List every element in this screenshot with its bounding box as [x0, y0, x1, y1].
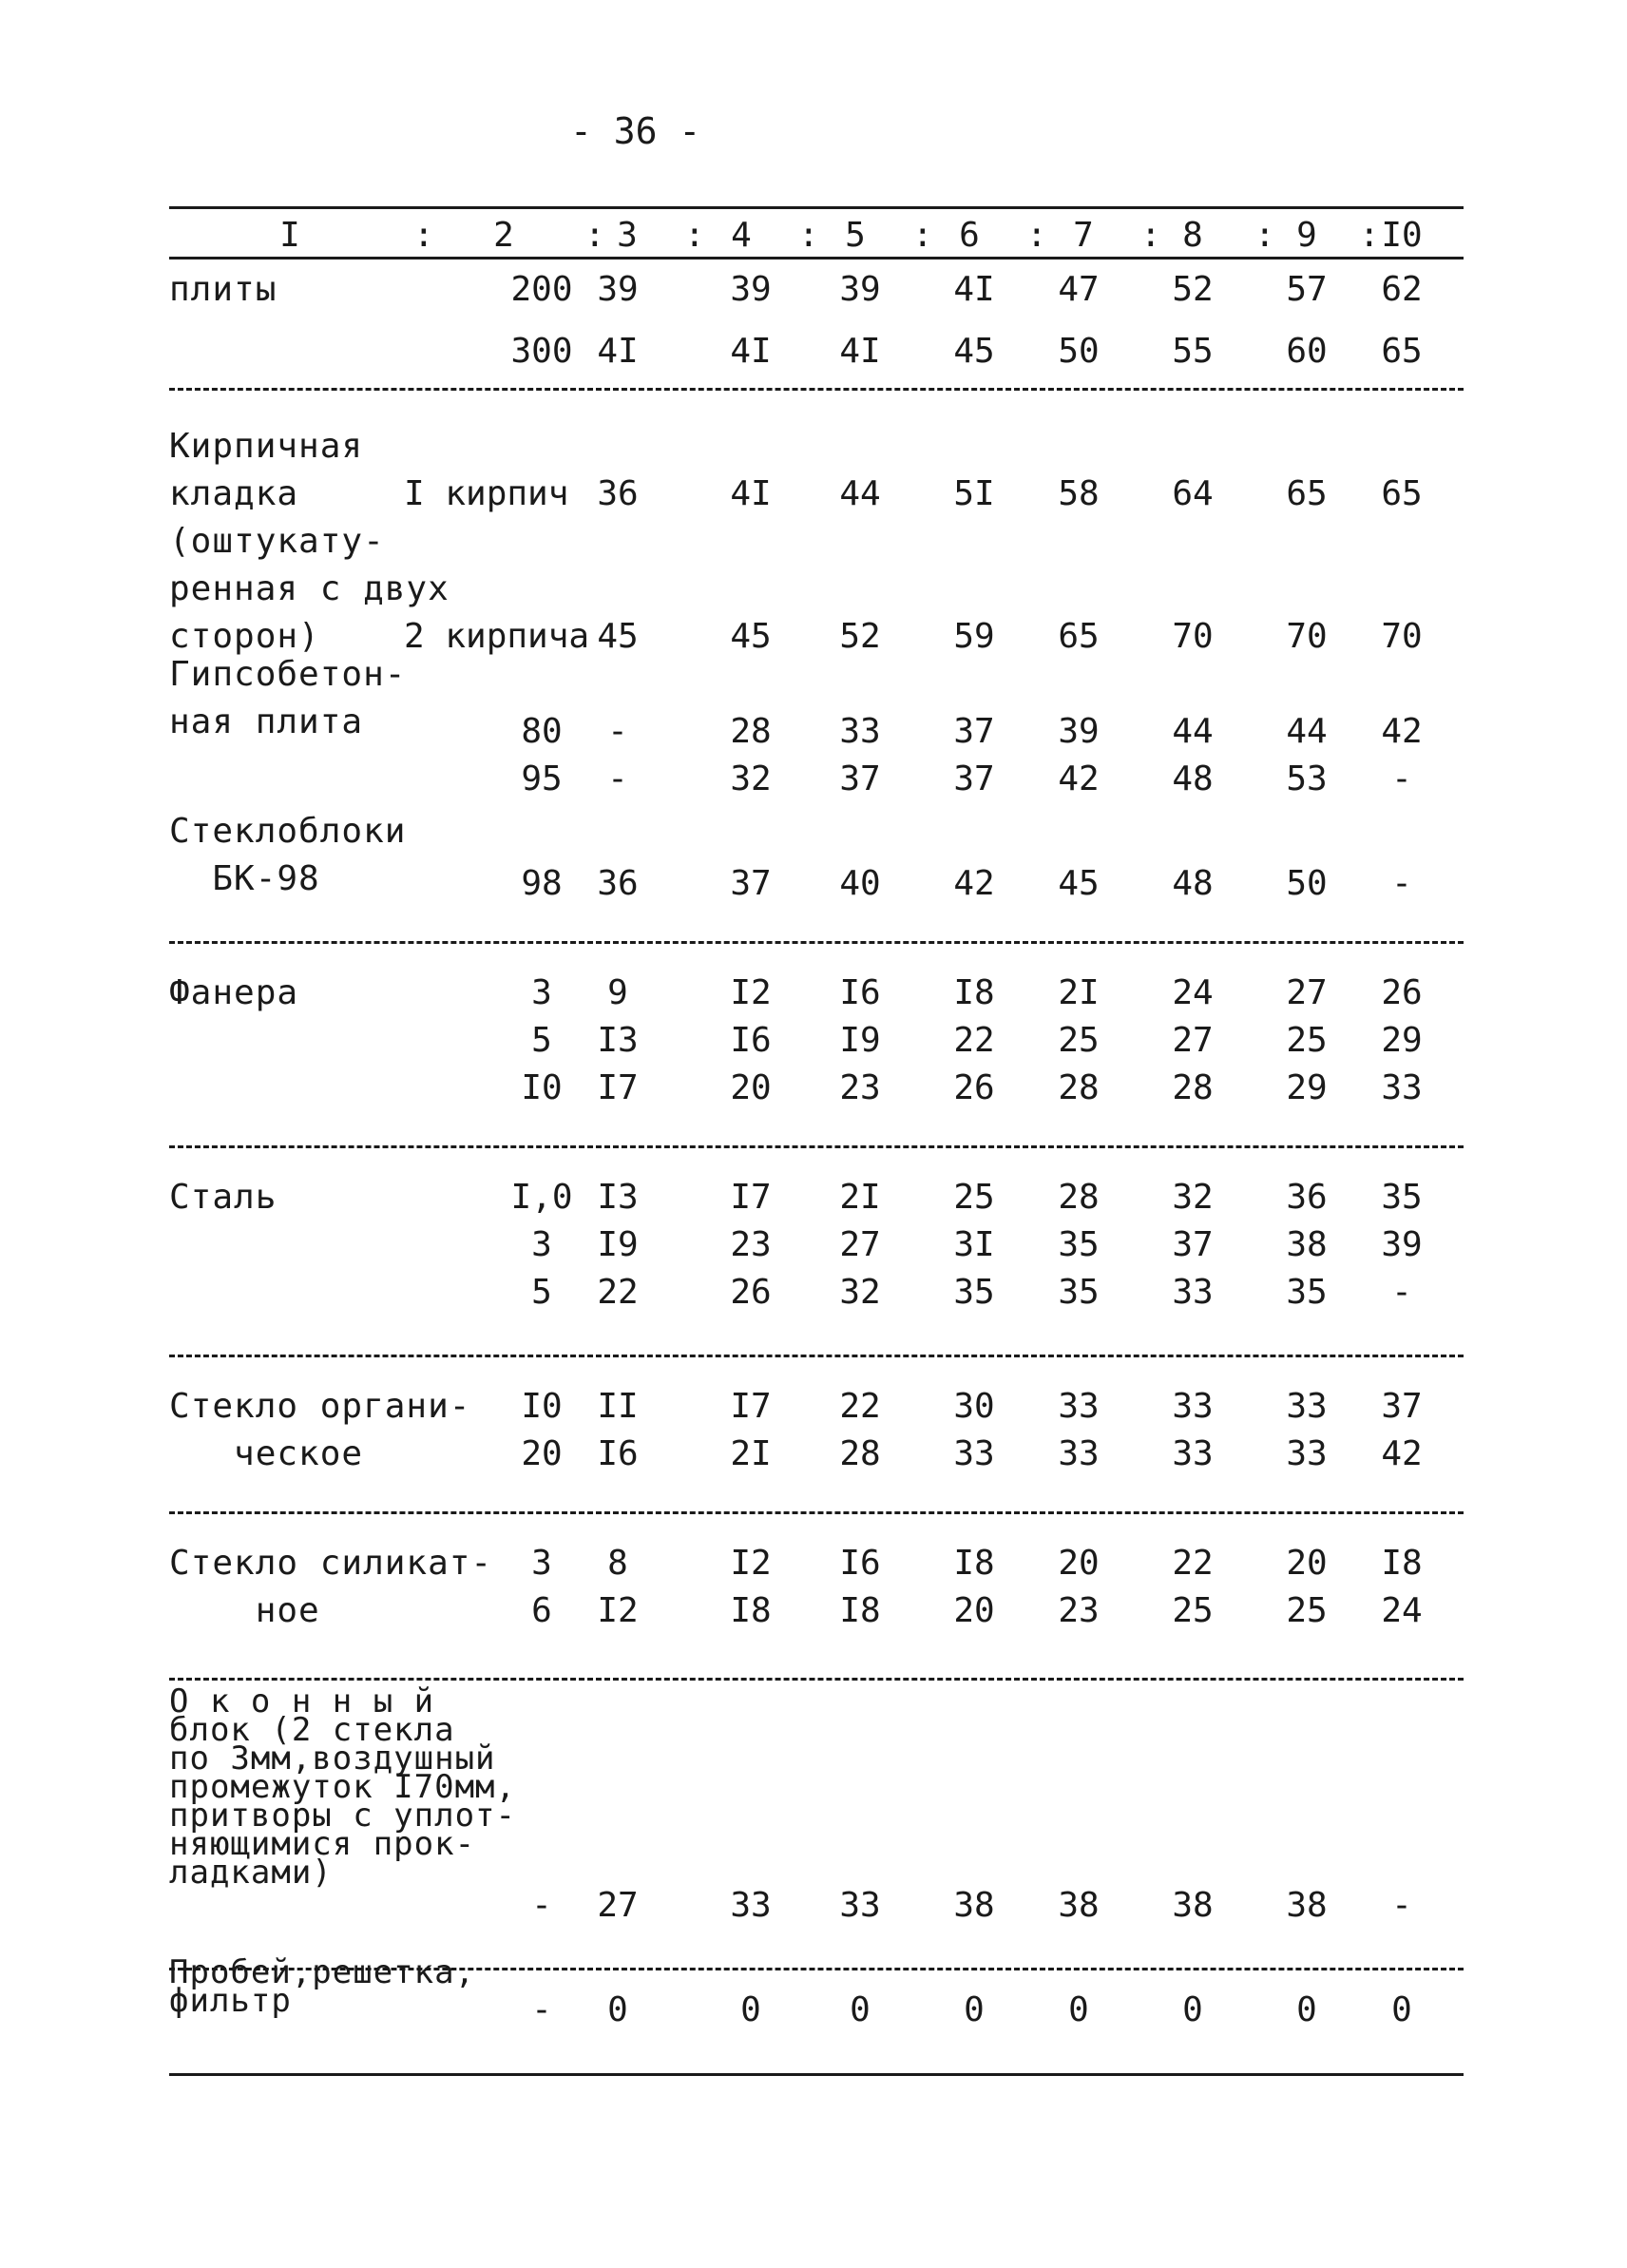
header-separator: :	[584, 216, 605, 255]
value-cell: 27	[1286, 973, 1328, 1012]
material-label: Сталь	[169, 1178, 278, 1217]
value-cell: 70	[1381, 617, 1423, 656]
value-cell: I8	[730, 1591, 772, 1630]
header-cell: 2	[493, 216, 514, 255]
header-separator: :	[1254, 216, 1275, 255]
value-cell: 48	[1172, 759, 1214, 798]
value-cell: 33	[1058, 1387, 1100, 1426]
value-cell: 2I	[730, 1434, 772, 1473]
value-cell: I6	[839, 1544, 881, 1583]
value-cell: 25	[953, 1178, 995, 1217]
group-divider	[169, 941, 1464, 944]
value-cell: 32	[1172, 1178, 1214, 1217]
header-cell: 7	[1073, 216, 1094, 255]
material-label: плиты	[169, 270, 278, 309]
value-cell: 26	[953, 1068, 995, 1107]
value-cell: 28	[730, 712, 772, 751]
value-cell: 4I	[730, 332, 772, 371]
value-cell: 30	[953, 1387, 995, 1426]
material-label: Стекло органи- ческое	[169, 1387, 471, 1473]
value-cell: 44	[1286, 712, 1328, 751]
value-cell: 28	[1058, 1068, 1100, 1107]
value-cell: 37	[953, 712, 995, 751]
header-separator: :	[413, 216, 434, 255]
value-cell: 38	[1286, 1225, 1328, 1264]
material-label: Кирпичная кладка (оштукату- ренная с двух сторон)	[169, 427, 450, 656]
value-cell: I6	[730, 1021, 772, 1060]
value-cell: 42	[1381, 1434, 1423, 1473]
group-divider	[169, 1678, 1464, 1681]
thickness-cell: 3	[531, 973, 552, 1012]
thickness-cell: 80	[521, 712, 563, 751]
thickness-cell: I,0	[510, 1178, 573, 1217]
value-cell: 0	[607, 1990, 628, 2029]
value-cell: -	[1391, 1273, 1412, 1312]
value-cell: 4I	[953, 270, 995, 309]
value-cell: 27	[839, 1225, 881, 1264]
value-cell: 39	[730, 270, 772, 309]
value-cell: 42	[953, 864, 995, 903]
thickness-cell: 3	[531, 1225, 552, 1264]
value-cell: 35	[1058, 1225, 1100, 1264]
value-cell: 35	[953, 1273, 995, 1312]
value-cell: 33	[730, 1886, 772, 1925]
value-cell: 26	[1381, 973, 1423, 1012]
header-cell: 4	[731, 216, 752, 255]
value-cell: 33	[953, 1434, 995, 1473]
value-cell: I7	[597, 1068, 639, 1107]
value-cell: 40	[839, 864, 881, 903]
value-cell: I3	[597, 1021, 639, 1060]
value-cell: -	[607, 759, 628, 798]
value-cell: 33	[1381, 1068, 1423, 1107]
value-cell: -	[607, 712, 628, 751]
value-cell: 45	[953, 332, 995, 371]
table-bottom-rule	[169, 2073, 1464, 2076]
value-cell: 65	[1058, 617, 1100, 656]
value-cell: 45	[730, 617, 772, 656]
thickness-cell: I кирпич	[404, 474, 569, 513]
value-cell: I8	[953, 1544, 995, 1583]
value-cell: 38	[1172, 1886, 1214, 1925]
value-cell: 33	[839, 712, 881, 751]
header-separator: :	[1359, 216, 1380, 255]
value-cell: 36	[1286, 1178, 1328, 1217]
value-cell: 25	[1286, 1591, 1328, 1630]
value-cell: I2	[730, 1544, 772, 1583]
value-cell: I8	[953, 973, 995, 1012]
value-cell: I6	[839, 973, 881, 1012]
value-cell: 35	[1381, 1178, 1423, 1217]
value-cell: 33	[1172, 1434, 1214, 1473]
value-cell: 37	[1381, 1387, 1423, 1426]
thickness-cell: -	[531, 1990, 552, 2029]
value-cell: 0	[850, 1990, 871, 2029]
header-separator: :	[1026, 216, 1047, 255]
value-cell: 20	[1058, 1544, 1100, 1583]
value-cell: 28	[839, 1434, 881, 1473]
value-cell: 2I	[839, 1178, 881, 1217]
thickness-cell: I0	[521, 1387, 563, 1426]
value-cell: 45	[597, 617, 639, 656]
value-cell: 25	[1172, 1591, 1214, 1630]
value-cell: 57	[1286, 270, 1328, 309]
value-cell: 37	[730, 864, 772, 903]
value-cell: 44	[1172, 712, 1214, 751]
value-cell: 0	[1068, 1990, 1089, 2029]
value-cell: 29	[1286, 1068, 1328, 1107]
value-cell: 65	[1381, 474, 1423, 513]
value-cell: 8	[607, 1544, 628, 1583]
value-cell: 23	[730, 1225, 772, 1264]
table-top-rule	[169, 206, 1464, 209]
thickness-cell: 20	[521, 1434, 563, 1473]
value-cell: I9	[597, 1225, 639, 1264]
value-cell: 25	[1286, 1021, 1328, 1060]
header-separator: :	[1140, 216, 1161, 255]
header-cell: 3	[617, 216, 638, 255]
value-cell: 27	[597, 1886, 639, 1925]
value-cell: 33	[1172, 1273, 1214, 1312]
value-cell: 24	[1381, 1591, 1423, 1630]
value-cell: 39	[839, 270, 881, 309]
thickness-cell: 3	[531, 1544, 552, 1583]
value-cell: 60	[1286, 332, 1328, 371]
value-cell: 0	[1182, 1990, 1203, 2029]
value-cell: 39	[1058, 712, 1100, 751]
value-cell: 44	[839, 474, 881, 513]
value-cell: I7	[730, 1178, 772, 1217]
value-cell: II	[597, 1387, 639, 1426]
value-cell: 0	[964, 1990, 985, 2029]
thickness-cell: 5	[531, 1021, 552, 1060]
value-cell: 48	[1172, 864, 1214, 903]
value-cell: I9	[839, 1021, 881, 1060]
value-cell: 22	[597, 1273, 639, 1312]
thickness-cell: 300	[510, 332, 573, 371]
material-label: Пробей,решетка, фильтр	[169, 1953, 476, 2020]
value-cell: 37	[1172, 1225, 1214, 1264]
thickness-cell: 2 кирпича	[404, 617, 590, 656]
value-cell: 23	[1058, 1591, 1100, 1630]
thickness-cell: 5	[531, 1273, 552, 1312]
value-cell: 58	[1058, 474, 1100, 513]
header-separator: :	[912, 216, 933, 255]
value-cell: 59	[953, 617, 995, 656]
value-cell: 70	[1286, 617, 1328, 656]
value-cell: 23	[839, 1068, 881, 1107]
material-label: Фанера	[169, 973, 299, 1012]
header-cell: I0	[1381, 216, 1423, 255]
value-cell: 26	[730, 1273, 772, 1312]
header-bottom-rule	[169, 257, 1464, 259]
value-cell: 5I	[953, 474, 995, 513]
value-cell: 39	[1381, 1225, 1423, 1264]
group-divider	[169, 1355, 1464, 1357]
value-cell: -	[1391, 864, 1412, 903]
value-cell: 32	[839, 1273, 881, 1312]
value-cell: 64	[1172, 474, 1214, 513]
value-cell: 20	[1286, 1544, 1328, 1583]
value-cell: 47	[1058, 270, 1100, 309]
value-cell: 52	[839, 617, 881, 656]
group-divider	[169, 388, 1464, 391]
value-cell: 29	[1381, 1021, 1423, 1060]
value-cell: 4I	[597, 332, 639, 371]
value-cell: 38	[953, 1886, 995, 1925]
value-cell: 3I	[953, 1225, 995, 1264]
value-cell: 50	[1058, 332, 1100, 371]
value-cell: 62	[1381, 270, 1423, 309]
value-cell: -	[1391, 759, 1412, 798]
value-cell: 70	[1172, 617, 1214, 656]
value-cell: 45	[1058, 864, 1100, 903]
value-cell: 33	[1286, 1434, 1328, 1473]
value-cell: 35	[1058, 1273, 1100, 1312]
value-cell: 36	[597, 864, 639, 903]
value-cell: 37	[953, 759, 995, 798]
value-cell: I8	[839, 1591, 881, 1630]
value-cell: 33	[1058, 1434, 1100, 1473]
group-divider	[169, 1511, 1464, 1514]
value-cell: I8	[1381, 1544, 1423, 1583]
value-cell: 32	[730, 759, 772, 798]
value-cell: 4I	[730, 474, 772, 513]
header-cell: 6	[959, 216, 980, 255]
value-cell: 27	[1172, 1021, 1214, 1060]
header-cell: 5	[845, 216, 866, 255]
value-cell: I2	[730, 973, 772, 1012]
value-cell: 65	[1381, 332, 1423, 371]
thickness-cell: 200	[510, 270, 573, 309]
header-cell: 9	[1296, 216, 1317, 255]
value-cell: 28	[1058, 1178, 1100, 1217]
value-cell: 65	[1286, 474, 1328, 513]
value-cell: 33	[1286, 1387, 1328, 1426]
header-cell: 8	[1182, 216, 1203, 255]
thickness-cell: 6	[531, 1591, 552, 1630]
value-cell: 20	[730, 1068, 772, 1107]
header-cell: I	[279, 216, 300, 255]
value-cell: 20	[953, 1591, 995, 1630]
value-cell: 50	[1286, 864, 1328, 903]
group-divider	[169, 1968, 1464, 1970]
value-cell: 35	[1286, 1273, 1328, 1312]
material-label: Гипсобетон- ная плита	[169, 655, 407, 741]
value-cell: I6	[597, 1434, 639, 1473]
value-cell: 38	[1058, 1886, 1100, 1925]
value-cell: -	[1391, 1886, 1412, 1925]
group-divider	[169, 1145, 1464, 1148]
value-cell: I3	[597, 1178, 639, 1217]
value-cell: 0	[740, 1990, 761, 2029]
value-cell: 42	[1381, 712, 1423, 751]
material-label: О к о н н ы й блок (2 стекла по 3мм,воздушный промежуток I70мм, притворы с уплот- няющимися прок- ладками)	[169, 1682, 516, 1892]
value-cell: I7	[730, 1387, 772, 1426]
thickness-cell: I0	[521, 1068, 563, 1107]
thickness-cell: -	[531, 1886, 552, 1925]
value-cell: 28	[1172, 1068, 1214, 1107]
value-cell: 22	[839, 1387, 881, 1426]
value-cell: 22	[1172, 1544, 1214, 1583]
value-cell: 0	[1391, 1990, 1412, 2029]
value-cell: 33	[839, 1886, 881, 1925]
value-cell: 25	[1058, 1021, 1100, 1060]
header-separator: :	[684, 216, 705, 255]
page-number: - 36 -	[570, 110, 701, 152]
value-cell: 2I	[1058, 973, 1100, 1012]
thickness-cell: 98	[521, 864, 563, 903]
value-cell: 39	[597, 270, 639, 309]
thickness-cell: 95	[521, 759, 563, 798]
value-cell: 36	[597, 474, 639, 513]
value-cell: 38	[1286, 1886, 1328, 1925]
material-label: Стекло силикат- ное	[169, 1544, 493, 1630]
value-cell: 0	[1296, 1990, 1317, 2029]
material-label: Стеклоблоки БК-98	[169, 812, 407, 898]
value-cell: 22	[953, 1021, 995, 1060]
value-cell: 53	[1286, 759, 1328, 798]
value-cell: 52	[1172, 270, 1214, 309]
value-cell: 37	[839, 759, 881, 798]
header-separator: :	[798, 216, 819, 255]
value-cell: 24	[1172, 973, 1214, 1012]
value-cell: I2	[597, 1591, 639, 1630]
value-cell: 9	[607, 973, 628, 1012]
value-cell: 42	[1058, 759, 1100, 798]
value-cell: 55	[1172, 332, 1214, 371]
value-cell: 4I	[839, 332, 881, 371]
value-cell: 33	[1172, 1387, 1214, 1426]
